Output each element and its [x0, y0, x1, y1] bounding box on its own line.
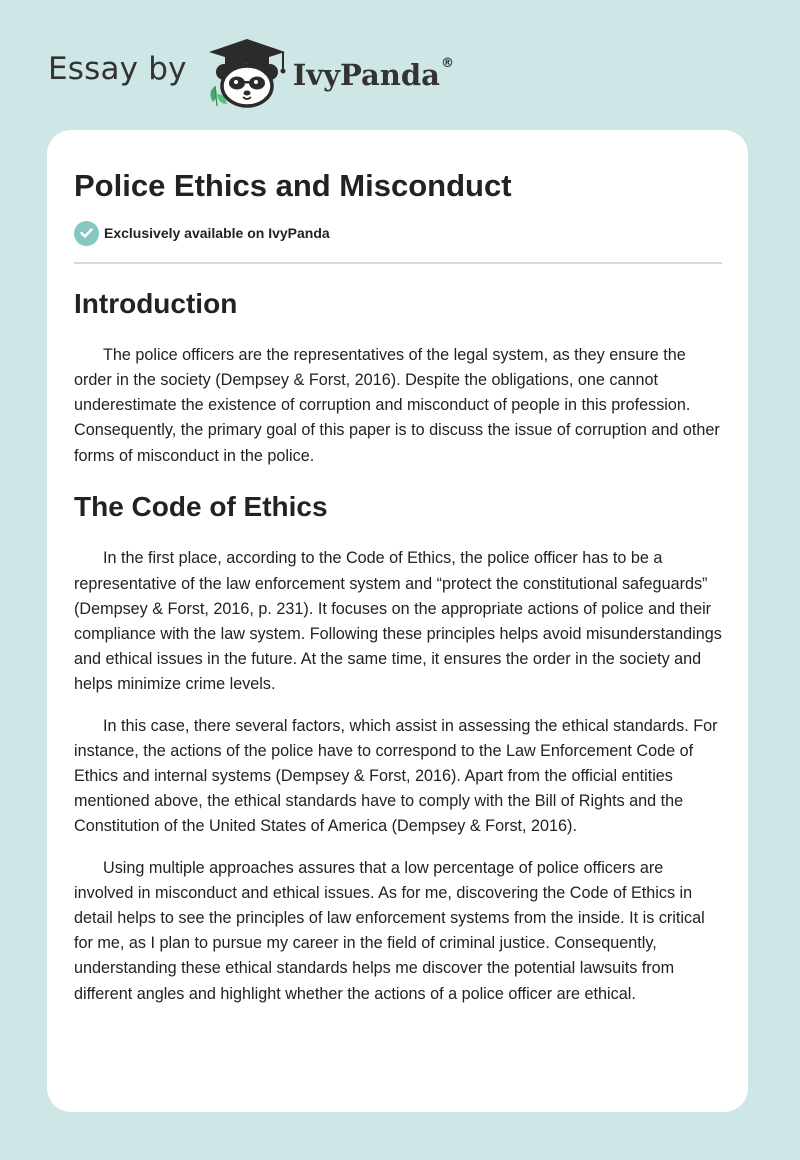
check-icon: [74, 221, 99, 246]
section-heading-introduction: Introduction: [74, 288, 238, 320]
paragraph: Using multiple approaches assures that a low percentage of police officers are involved in misconduct and ethical issues. As for me, discovering the Code of Ethics in detail helps to see the principles of law enforcement systems from the inside. It is critical for me, as I plan to pursue my career in the field of criminal justice. Consequently, understanding these ethical standards helps me discover the potential lawsuits from different angles and highlight whether the actions of a police officer are ethical.: [74, 858, 705, 1003]
exclusive-label: Exclusively available on IvyPanda: [104, 225, 330, 242]
ivypanda-logo-icon[interactable]: [203, 36, 291, 108]
registered-mark: ®: [440, 55, 454, 71]
essay-by-label: Essay by: [48, 50, 187, 87]
site-header: [48, 34, 508, 110]
paragraph: In this case, there several factors, which assist in assessing the ethical standards. For instance, the actions of the police have to correspond to the Law Enforcement Code of Ethics and internal systems (Dempsey & Forst, 2016). Apart from the official entities mentioned above, the ethical standards have to comply with the Bill of Rights and the Constitution of the United States of America (Dempsey & Forst, 2016).: [74, 716, 718, 836]
page-title: Police Ethics and Misconduct: [74, 168, 512, 203]
exclusive-badge: [74, 220, 722, 246]
essay-card: [47, 130, 748, 1112]
paragraph: In the first place, according to the Code of Ethics, the police officer has to be a representative of the law enforcement system and “protect the constitutional safeguards” (Dempsey & Forst, 2016, p. 231). It focuses on the appropriate actions of police and their compliance with the law system. Following these principles helps avoid misunderstandings and ethical issues in the future. At the same time, it ensures the order in the society and helps minimize crime levels.: [74, 549, 722, 694]
divider: [74, 262, 722, 264]
paragraph: The police officers are the representatives of the legal system, as they ensure the order in the society (Dempsey & Forst, 2016). Despite the obligations, one cannot underestimate the existence of corruption and misconduct of people in this profession. Consequently, the primary goal of this paper is to discuss the issue of corruption and other forms of misconduct in the police.: [74, 345, 720, 465]
section-heading-code-of-ethics: The Code of Ethics: [74, 490, 328, 522]
brand-name[interactable]: IvyPanda®: [292, 55, 454, 92]
